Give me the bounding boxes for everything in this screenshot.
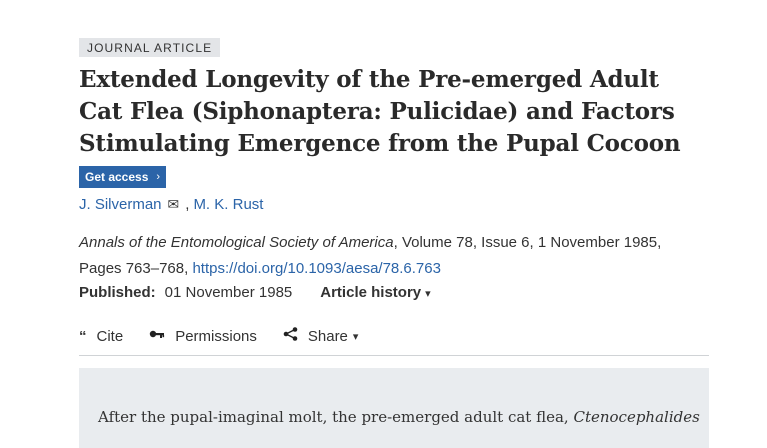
article-header [79,38,709,356]
article-actions [79,327,709,356]
publication-info [79,284,709,301]
caret-down-icon: ▾ [352,330,359,343]
article-type-badge: JOURNAL ARTICLE [79,38,220,57]
author-list [79,196,709,213]
share-label: Share [307,327,348,345]
published-label: Published: [79,284,156,301]
author-separator: , [185,196,190,213]
author-link-rust[interactable]: M. K. Rust [193,196,264,213]
key-icon [149,327,165,345]
get-access-label: Get access [85,170,149,184]
abstract-panel [79,368,709,448]
abstract-body: After the pupal-imaginal molt, the pre-emerged adult cat flea, [98,408,574,426]
permissions-label: Permissions [175,327,257,345]
share-button[interactable] [283,327,359,345]
cite-label: Cite [96,327,124,345]
share-icon [283,327,298,345]
article-title: Extended Longevity of the Pre-emerged Adult Cat Flea (Siphonaptera: Pulicidae) and Factors Stimulating Emergence from the Pupal Cocoon [79,66,681,157]
citation-pages: Pages 763–768, [79,260,193,277]
article-history-label: Article history [320,284,422,301]
caret-down-icon: ▾ [425,288,431,300]
permissions-button[interactable] [149,327,257,345]
abstract-text [79,368,709,426]
article-history-toggle[interactable] [320,284,430,301]
mail-icon[interactable]: ✉ [167,196,180,212]
author-link-silverman[interactable]: J. Silverman [79,196,162,213]
chevron-right-icon: › [156,171,161,183]
cite-button[interactable] [79,328,123,345]
quote-icon: “ [79,327,87,345]
journal-name[interactable]: Annals of the Entomological Society of America [79,234,394,251]
species-name: Ctenocephalides [573,408,700,426]
published-date: 01 November 1985 [164,284,293,301]
citation [79,230,709,282]
citation-details: , Volume 78, Issue 6, 1 November 1985, [393,234,662,251]
get-access-button[interactable] [79,166,166,188]
doi-link[interactable]: https://doi.org/10.1093/aesa/78.6.763 [192,260,441,277]
